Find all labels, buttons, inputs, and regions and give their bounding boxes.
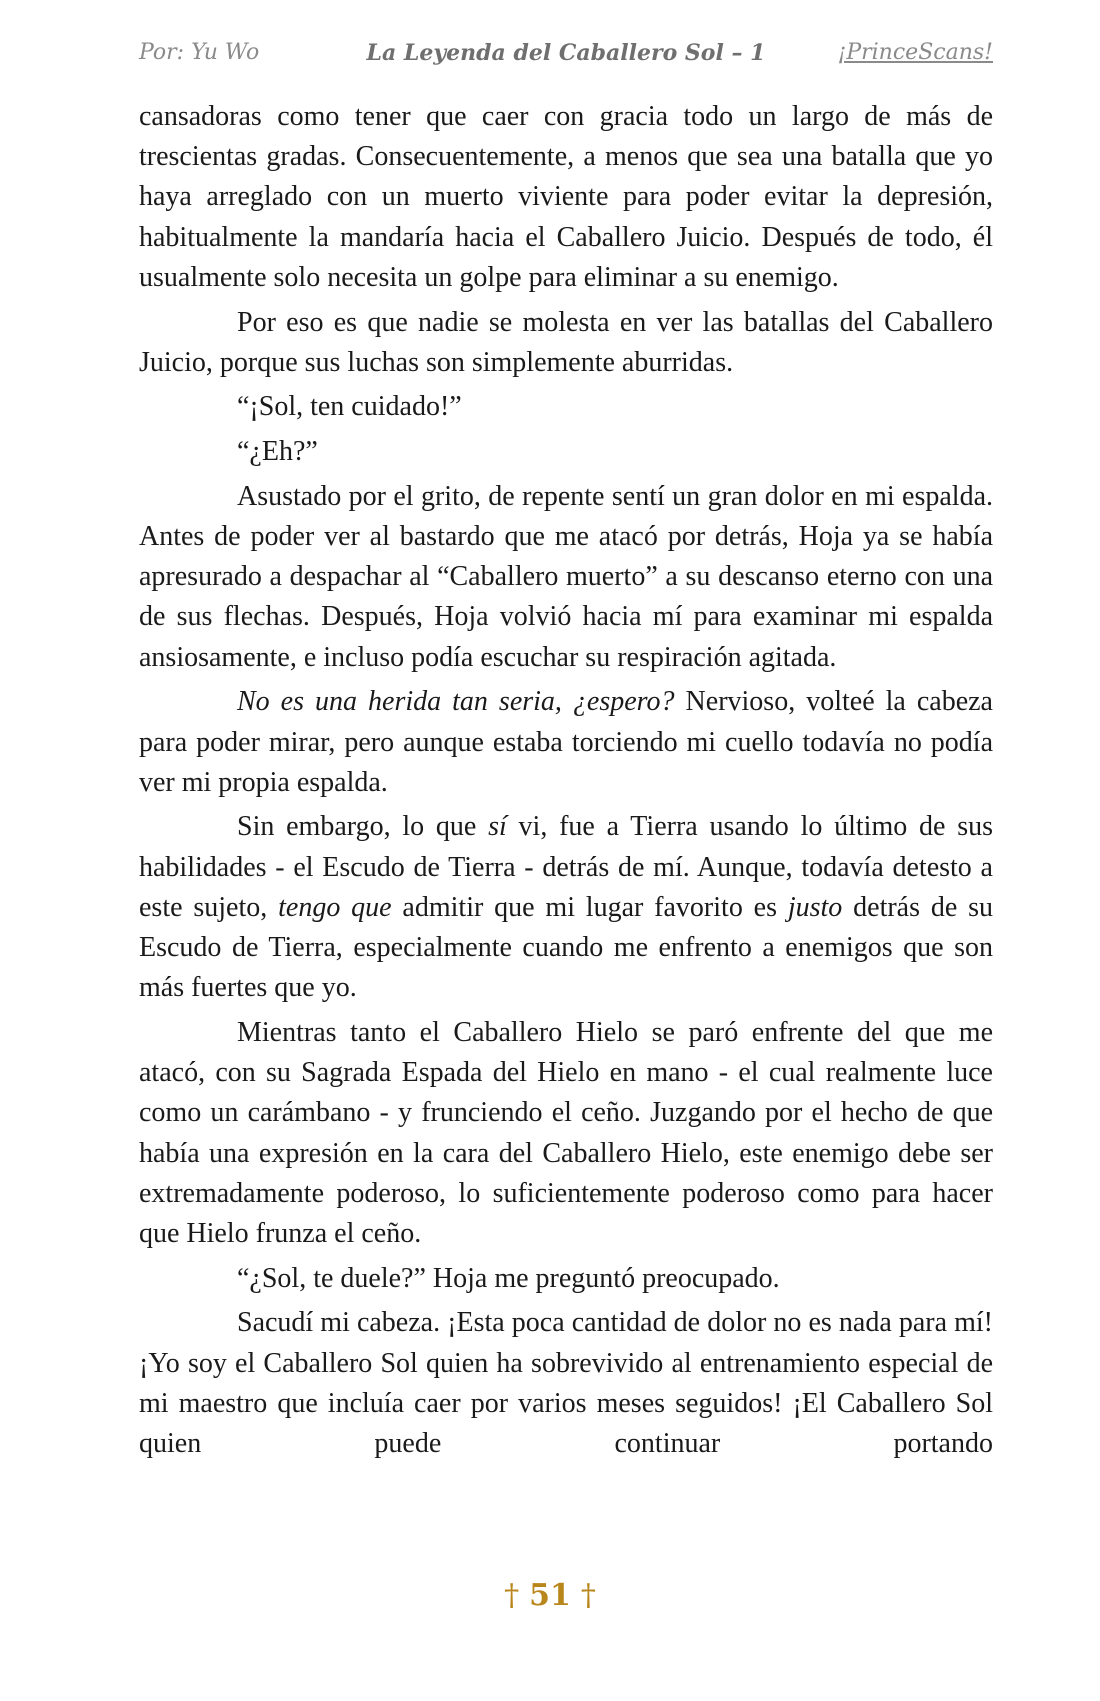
italic-emphasis: tengo que bbox=[278, 891, 392, 923]
dagger-ornament-icon: † bbox=[580, 1578, 596, 1613]
paragraph-text: Nervioso, volteé la cabeza para poder mirar, pero aunque estaba torciendo mi cuello todavía no podía ver mi propia espalda. bbox=[139, 686, 993, 798]
dialogue-line: “¡Sol, ten cuidado!” bbox=[237, 391, 462, 423]
page-body bbox=[139, 97, 993, 1469]
header-book-title: La Leyenda del Caballero Sol – 1 bbox=[366, 40, 766, 66]
paragraph: Asustado por el grito, de repente sentí un gran dolor en mi espalda. Antes de poder ver al bastardo que me atacó por detrás, Hoja ya se había apresurado a despachar al “Caballero muerto” a su descanso eterno con una de sus flechas. Después, Hoja volvió hacia mí para examinar mi espalda ansiosamente, e incluso podía escuchar su respiración agitada. bbox=[139, 480, 993, 673]
paragraph: Sacudí mi cabeza. ¡Esta poca cantidad de dolor no es nada para mí! ¡Yo soy el Caballero Sol quien ha sobrevivido al entrenamiento especial de mi maestro que incluía caer por varios meses seguidos! ¡El Caballero Sol quien puede continuar portando bbox=[139, 1307, 993, 1459]
paragraph-text: detrás de su Escudo de Tierra, especialmente cuando me enfrento a enemigos que son más fuertes que yo. bbox=[139, 891, 993, 1004]
paragraph bbox=[139, 682, 993, 803]
paragraph-text: vi, fue a Tierra usando lo último de sus habilidades - el Escudo de Tierra - detrás de mí. Aunque, todavía detesto a este sujeto, bbox=[139, 811, 994, 923]
paragraph bbox=[139, 807, 993, 1008]
paragraph-text: admitir que mi lugar favorito es bbox=[391, 891, 788, 923]
page-header bbox=[139, 40, 993, 76]
dagger-ornament-icon: † bbox=[504, 1578, 520, 1613]
paragraph-text: Sin embargo, lo que bbox=[237, 811, 489, 843]
italic-thought: No es una herida tan seria, ¿espero? bbox=[237, 686, 675, 718]
italic-emphasis: justo bbox=[787, 891, 843, 923]
dialogue-line: “¿Sol, te duele?” Hoja me preguntó preocupado. bbox=[237, 1262, 780, 1294]
italic-emphasis: sí bbox=[488, 811, 507, 843]
header-group-link[interactable]: ¡PrinceScans! bbox=[837, 40, 993, 65]
page-number: 51 bbox=[529, 1578, 571, 1613]
paragraph: Por eso es que nadie se molesta en ver las batallas del Caballero Juicio, porque sus luchas son simplemente aburridas. bbox=[139, 306, 993, 378]
page-footer bbox=[0, 1578, 1100, 1613]
header-author: Por: Yu Wo bbox=[139, 40, 260, 65]
paragraph: Mientras tanto el Caballero Hielo se paró enfrente del que me atacó, con su Sagrada Espada del Hielo en mano - el cual realmente luce como un carámbano - y frunciendo el ceño. Juzgando por el hecho de que había una expresión en la cara del Caballero Hielo, este enemigo debe ser extremadamente poderoso, lo suficientemente poderoso como para hacer que Hielo frunza el ceño. bbox=[139, 1016, 993, 1249]
dialogue-line: “¿Eh?” bbox=[237, 436, 318, 468]
paragraph: cansadoras como tener que caer con gracia todo un largo de más de trescientas gradas. Consecuentemente, a menos que sea una batalla que yo haya arreglado con un muerto viviente para poder evitar la depresión, habitualmente la mandaría hacia el Caballero Juicio. Después de todo, él usualmente solo necesita un golpe para eliminar a su enemigo. bbox=[139, 101, 993, 293]
